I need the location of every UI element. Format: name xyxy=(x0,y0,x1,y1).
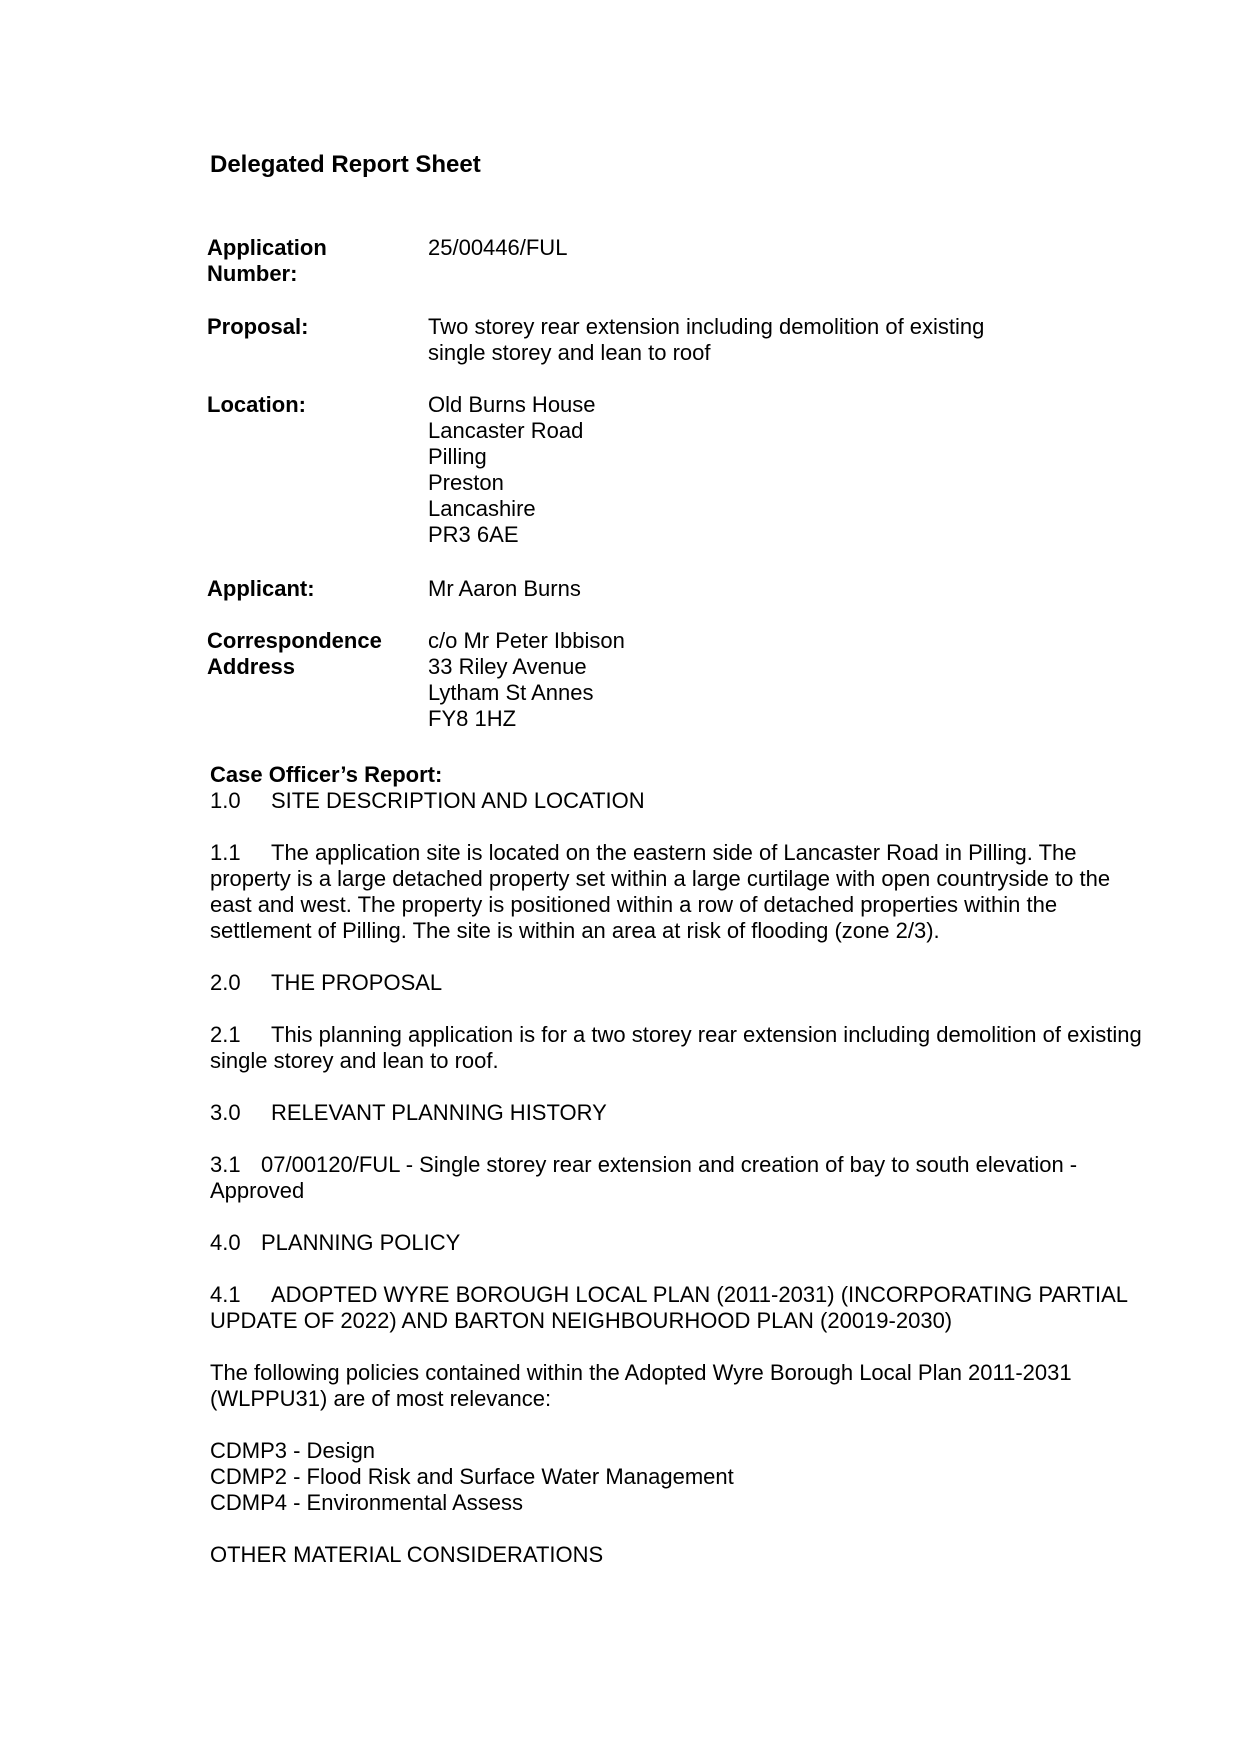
section-heading-2: 2.0 THE PROPOSAL xyxy=(210,970,443,995)
field-label: Application Number: xyxy=(207,235,327,286)
field-value: Two storey rear extension including demolition of existing single storey and lean to roof xyxy=(428,314,985,365)
section-heading-4: 4.0 PLANNING POLICY xyxy=(210,1230,461,1255)
policy-item: CDMP3 - Design xyxy=(210,1438,376,1463)
field-value: Old Burns House Lancaster Road Pilling Preston Lancashire PR3 6AE xyxy=(428,392,596,547)
field-value: c/o Mr Peter Ibbison 33 Riley Avenue Lytham St Annes FY8 1HZ xyxy=(428,628,625,731)
paragraph-3-1: 3.1 07/00120/FUL - Single storey rear extension and creation of bay to south elevation - Approved xyxy=(210,1152,1078,1203)
field-label: Correspondence Address xyxy=(207,628,382,679)
field-value: Mr Aaron Burns xyxy=(428,576,581,601)
policies-intro: The following policies contained within the Adopted Wyre Borough Local Plan 2011-2031 (WLPPU31) are of most relevance: xyxy=(210,1360,1072,1411)
page-title: Delegated Report Sheet xyxy=(210,151,481,178)
section-heading-3: 3.0 RELEVANT PLANNING HISTORY xyxy=(210,1100,607,1125)
field-value: 25/00446/FUL xyxy=(428,235,568,260)
paragraph-1-1: 1.1 The application site is located on the eastern side of Lancaster Road in Pilling. The property is a large detached property set within a large curtilage with open countryside to the east and west. The property is positioned within a row of detached properties within the settlement of Pilling. The site is within an area at risk of flooding (zone 2/3). xyxy=(210,840,1111,943)
field-label: Applicant: xyxy=(207,576,315,601)
case-officer-report xyxy=(210,762,1195,1568)
paragraph-2-1: 2.1 This planning application is for a two storey rear extension including demolition of existing single storey and lean to roof. xyxy=(210,1022,1142,1073)
policy-item: CDMP2 - Flood Risk and Surface Water Management xyxy=(210,1464,734,1489)
report-heading: Case Officer’s Report: xyxy=(210,762,443,787)
field-label: Proposal: xyxy=(207,314,309,339)
paragraph-4-1: 4.1 ADOPTED WYRE BOROUGH LOCAL PLAN (2011-2031) (INCORPORATING PARTIAL UPDATE OF 2022) AND BARTON NEIGHBOURHOOD PLAN (20019-2030) xyxy=(210,1282,1128,1333)
other-considerations-heading: OTHER MATERIAL CONSIDERATIONS xyxy=(210,1542,604,1567)
section-heading-1: 1.0 SITE DESCRIPTION AND LOCATION xyxy=(210,788,645,813)
field-label: Location: xyxy=(207,392,306,417)
policy-list xyxy=(210,1438,1195,1516)
policy-item: CDMP4 - Environmental Assess xyxy=(210,1490,523,1515)
